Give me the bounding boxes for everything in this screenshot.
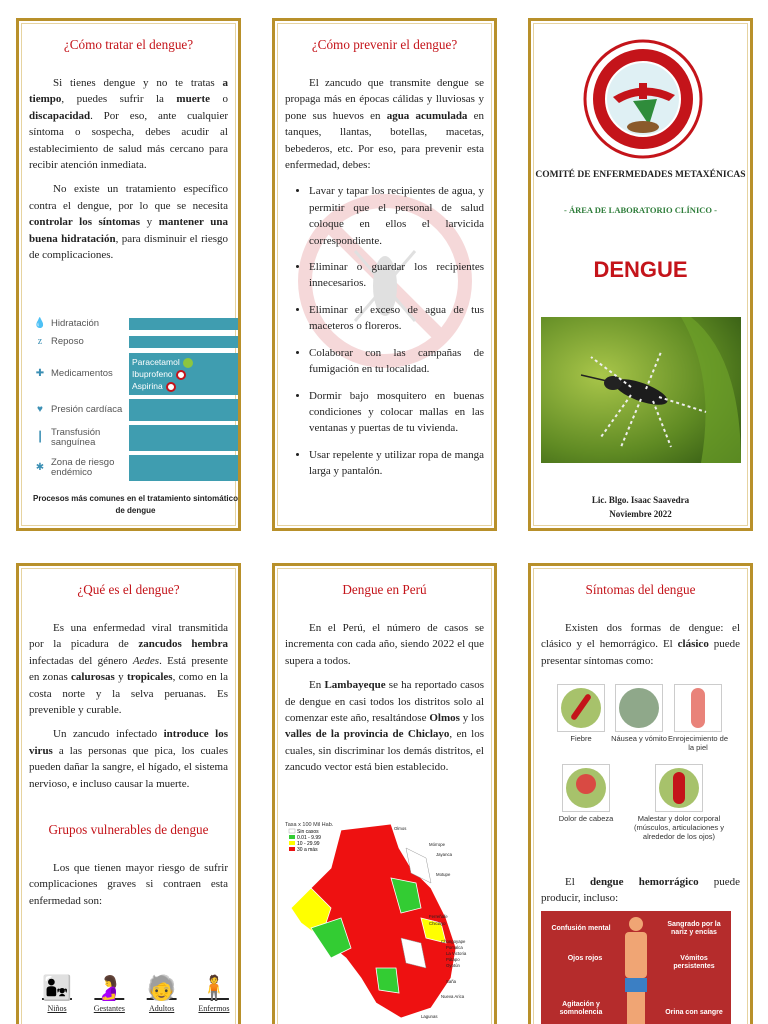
symptom-body-pain: [627, 764, 731, 841]
hemo-label: Vómitos persistentes: [673, 955, 715, 970]
group-label: Niños: [47, 1004, 67, 1013]
treatment-row-medication: [33, 353, 238, 395]
lambayeque-dengue-map: [281, 818, 486, 1023]
thermometer-icon: [557, 684, 605, 732]
what-is-paragraph-1: Es una enfermedad viral transmitida por la picadura de zancudos hembra infectadas del género Aedes. Está presente en zonas calurosas y tropicales, como en la costa norte y la selva peruanas. Es prevenible y curable.: [29, 622, 229, 717]
prevention-paragraph: El zancudo que transmite dengue se propaga más en épocas cálidas y lluviosas y pone sus huevos en agua acumulada en tanques, llantas, botellas, macetas, bebederos, etc. Por eso, para prevenir esta enfermedad, debes:: [285, 77, 484, 172]
legend-item: 10 - 29.99: [297, 841, 320, 847]
treatment-caption: Procesos más comunes en el tratamiento sintomático de dengue: [33, 494, 238, 515]
symptom-label: Enrojecimiento de la piel: [667, 734, 729, 752]
place-label: Lagunas: [421, 1014, 438, 1019]
row-label: Hidratación: [51, 318, 100, 329]
prevention-list: [285, 183, 484, 479]
nausea-icon: [615, 684, 663, 732]
place-label: Ferreñafe: [429, 914, 448, 919]
prevention-item: • Eliminar o guardar los recipientes innecesarios.: [309, 259, 484, 292]
brochure-title: DENGUE: [593, 257, 688, 282]
treatment-table: [33, 317, 238, 517]
row-detail-bar: [129, 318, 238, 330]
what-is-paragraph-2: Un zancudo infectado introduce los virus a las personas que pica, los cuales pueden dañar la sangre, el hígado, el sistema nervioso, e incluso causar la muerte.: [29, 728, 228, 790]
place-label: Oyotún: [446, 963, 460, 968]
hemo-label: Sangrado por la nariz y encías: [667, 921, 721, 936]
medication-list: [129, 353, 238, 395]
symptom-fever: [553, 684, 609, 743]
symptom-headache: [553, 764, 619, 823]
author-block: [531, 493, 750, 521]
transfusion-icon: ┃: [36, 432, 44, 443]
prevention-item: • Colaborar con las campañas de fumigación en tu localidad.: [309, 345, 484, 378]
group-label: Adultos: [148, 1004, 175, 1013]
treatment-row-hydration: [33, 317, 238, 331]
sleep-icon: z: [37, 336, 43, 347]
prevention-heading: ¿Cómo prevenir el dengue?: [311, 37, 458, 52]
med-aspirina: Aspirina: [132, 381, 163, 391]
legend-item: 0.01 - 9.99: [297, 835, 321, 841]
panel-cover: [528, 18, 753, 531]
treatment-paragraph-1: Si tienes dengue y no te tratas a tiempo, puedes sufrir la muerte o discapacidad. Por eso, ante cualquier síntoma o sospecha, debes acudir al establecimiento de salud más cercano para recibir atención inmediata.: [29, 77, 229, 172]
symptoms-paragraph-2: El dengue hemorrágico puede producir, incluso:: [541, 876, 740, 905]
human-figure-icon: [623, 917, 649, 1024]
place-label: Mórrope: [429, 842, 446, 847]
vulnerable-paragraph: Los que tienen mayor riesgo de sufrir complicaciones graves si contraen esta enfermedad son:: [29, 862, 228, 907]
row-detail-bar: [129, 399, 238, 421]
mosquito-photo: [541, 317, 741, 463]
symptom-nausea: [611, 684, 667, 743]
map-legend-title: Tasa x 100 Mil Hab.: [285, 822, 334, 828]
blood-pressure-icon: ♥: [37, 404, 43, 415]
children-icon: 👨‍👧: [42, 976, 72, 1002]
water-drop-icon: 💧: [33, 318, 47, 329]
peru-heading: Dengue en Perú: [342, 582, 427, 597]
place-label: Olmos: [394, 826, 407, 831]
row-label: Medicamentos: [51, 368, 113, 379]
symptoms-paragraph-1: Existen dos formas de dengue: el clásico y el hemorrágico. El clásico puede presentar síntomas como:: [541, 622, 741, 667]
treatment-paragraph-2: No existe un tratamiento específico contra el dengue, por lo que se necesita controlar los síntomas y mantener una buena hidratación, para disminuir el riesgo de complicaciones.: [29, 183, 228, 262]
hemo-label: Agitación y somnolencia: [559, 1001, 603, 1016]
row-label: Presión cardíaca: [51, 404, 123, 415]
pregnant-icon: 🤰: [94, 976, 125, 1002]
treatment-row-transfusion: [33, 425, 238, 451]
mosquito-icon: ✱: [35, 462, 45, 473]
treatment-row-endemic: [33, 455, 238, 481]
area-name: - ÁREA DE LABORATORIO CLÍNICO -: [564, 205, 717, 215]
symptom-label: Malestar y dolor corporal (músculos, articulaciones y alrededor de los ojos): [633, 814, 725, 841]
place-label: Saña: [446, 979, 457, 984]
prohibited-icon: [166, 382, 176, 392]
place-label: Jayanca: [436, 852, 453, 857]
place-label: Chongoyape: [441, 939, 466, 944]
prevention-item: • Usar repelente y utilizar ropa de manga larga y pantalón.: [309, 447, 484, 480]
panel-treatment: [16, 18, 241, 531]
group-children: [33, 974, 81, 1013]
place-label: Pomalca: [446, 945, 463, 950]
symptom-label: Fiebre: [570, 734, 592, 743]
group-sick: [190, 974, 238, 1013]
row-label: Transfusión sanguínea: [51, 427, 101, 448]
symptom-label: Náusea y vómito: [611, 734, 667, 743]
sick-person-icon: 🧍: [199, 976, 229, 1002]
hemo-label: Orina con sangre: [665, 1009, 723, 1016]
place-label: Pátapo: [446, 957, 460, 962]
group-elderly: [138, 974, 186, 1013]
skin-rash-icon: [674, 684, 722, 732]
panel-prevention: [272, 18, 497, 531]
author-name: Lic. Blgo. Isaac Saavedra: [591, 495, 690, 505]
prevention-item: • Lavar y tapar los recipientes de agua, y permitir que el personal de salud coloque en ellos el larvicida correspondiente.: [309, 183, 484, 249]
med-ibuprofeno: Ibuprofeno: [132, 369, 173, 379]
panel-what-is: [16, 563, 241, 1024]
hemo-label: Ojos rojos: [567, 955, 603, 962]
treatment-heading: ¿Cómo tratar el dengue?: [63, 37, 194, 52]
row-label: Zona de riesgo endémico: [51, 457, 115, 478]
group-pregnant: [85, 974, 133, 1013]
vulnerable-heading: Grupos vulnerables de dengue: [48, 822, 209, 838]
elderly-icon: 🧓: [146, 976, 177, 1002]
treatment-row-pressure: [33, 399, 238, 421]
hospital-logo: [583, 39, 703, 159]
row-detail-bar: [129, 425, 238, 451]
map-legend: [289, 829, 321, 853]
peru-paragraph-1: En el Perú, el número de casos se incrementa con cada año, siendo 2022 el que supera a todos.: [285, 622, 484, 667]
headache-icon: [562, 764, 610, 812]
med-paracetamol: Paracetamol: [132, 357, 180, 367]
place-label: La Victoria: [446, 951, 467, 956]
place-label: Motupe: [436, 872, 451, 877]
legend-item: Sin casos: [297, 829, 319, 835]
symptom-rash: [667, 684, 729, 752]
vulnerable-groups: [33, 974, 238, 1013]
group-label: Enfermos: [198, 1004, 230, 1013]
symptoms-heading: Síntomas del dengue: [585, 582, 696, 597]
what-is-heading: ¿Qué es el dengue?: [77, 582, 180, 597]
prevention-item: • Eliminar el exceso de agua de tus maceteros o floreros.: [309, 302, 484, 335]
panel-symptoms: [528, 563, 753, 1024]
peru-paragraph-2: En Lambayeque se ha reportado casos de dengue en casi todos los distritos solo al comenzar este año, resaltándose Olmos y los valles de la provincia de Chiclayo, en los cuales, sin discriminar los demás distritos, el zancudo vector está bien establecido.: [285, 679, 484, 774]
panel-peru: [272, 563, 497, 1024]
check-icon: [183, 358, 193, 368]
body-pain-icon: [655, 764, 703, 812]
publication-date: Noviembre 2022: [609, 509, 672, 519]
committee-name: COMITÉ DE ENFERMEDADES METAXÉNICAS: [535, 170, 746, 180]
group-label: Gestantes: [93, 1004, 125, 1013]
place-label: Chiclayo: [429, 921, 446, 926]
prevention-item: • Dormir bajo mosquitero en buenas condiciones y colocar mallas en las ventanas y puertas de tu vivienda.: [309, 388, 484, 437]
symptom-label: Dolor de cabeza: [558, 814, 614, 823]
pills-icon: ✚: [35, 368, 45, 379]
legend-item: 30 a más: [297, 847, 318, 853]
prohibited-icon: [176, 370, 186, 380]
treatment-row-rest: [33, 335, 238, 349]
place-label: Nueva Arica: [441, 994, 465, 999]
hemorrhagic-infographic: [541, 911, 731, 1024]
hemo-label: Confusión mental: [551, 925, 611, 932]
row-detail-bar: [129, 336, 238, 348]
row-detail-bar: [129, 455, 238, 481]
row-label: Reposo: [51, 336, 84, 347]
